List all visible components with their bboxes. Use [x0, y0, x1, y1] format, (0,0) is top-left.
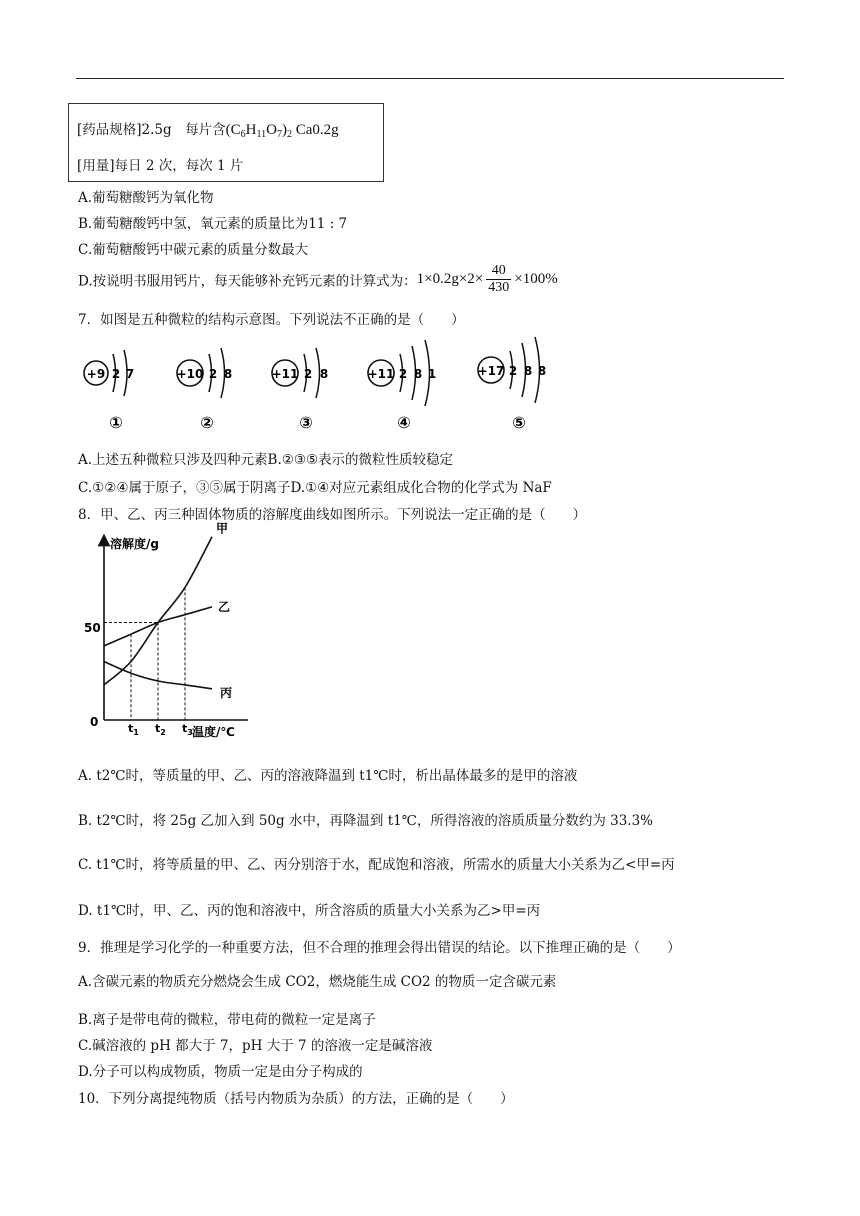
- particle-3-label: ③: [299, 413, 313, 432]
- particle-2-label: ②: [200, 413, 214, 432]
- chart-marks: [104, 522, 232, 737]
- series-label-1: 甲: [216, 521, 229, 536]
- q9-option-c: C.碱溶液的 pH 都大于 7，pH 大于 7 的溶液一定是碱溶液: [78, 1038, 433, 1054]
- particle-3-shell-2: 8: [319, 367, 329, 381]
- particle-3: [272, 348, 329, 432]
- particle-5-shell-2: 8: [523, 364, 533, 378]
- q6-option-c: C.葡萄糖酸钙中碳元素的质量分数最大: [78, 242, 309, 258]
- particle-1: [84, 350, 134, 432]
- particle-4-shell-1: 2: [398, 367, 408, 381]
- q8-option-c: C. t1℃时，将等质量的甲、乙、丙分别溶于水，配成饱和溶液，所需水的质量大小关系为乙<甲=丙: [78, 857, 675, 873]
- q6-fraction: [486, 263, 511, 296]
- particle-1-shell-2: 7: [125, 367, 135, 381]
- x-tick-label-3: $t_3$: [182, 722, 193, 737]
- particle-2-nucleus: +10: [176, 367, 204, 381]
- y-tick-label: 50: [84, 621, 101, 635]
- q7-stem: 7．如图是五种微粒的结构示意图。下列说法不正确的是（ ）: [78, 312, 465, 328]
- particle-1-label: ①: [109, 413, 123, 432]
- particle-5-label: ⑤: [512, 413, 526, 432]
- particle-2-shell-1: 2: [208, 367, 218, 381]
- spec-line-2: [用量]每日 2 次，每次 1 片: [77, 158, 244, 174]
- q6-formula-pre: 1×0.2g×2×: [416, 271, 484, 287]
- particle-5-nucleus: +17: [477, 364, 505, 378]
- q10-stem: 10．下列分离提纯物质（括号内物质为杂质）的方法，正确的是（ ）: [78, 1091, 514, 1107]
- spec-line-1: [77, 118, 339, 140]
- spec-label: [药品规格]2.5g 每片含: [77, 122, 226, 138]
- q9-option-a: A.含碳元素的物质充分燃烧会生成 CO2，燃烧能生成 CO2 的物质一定含碳元素: [78, 974, 557, 990]
- particle-4-label: ④: [397, 413, 411, 432]
- particle-4-shell-3: 1: [427, 367, 437, 381]
- q6-option-a: A.葡萄糖酸钙为氧化物: [78, 190, 214, 206]
- drug-spec-box: [68, 103, 384, 182]
- particle-5-shell-1: 2: [508, 364, 518, 378]
- particle-4-shell-2: 8: [413, 367, 423, 381]
- q8-stem: 8．甲、乙、丙三种固体物质的溶解度曲线如图所示。下列说法一定正确的是（ ）: [78, 507, 587, 523]
- x-tick-label-2: $t_2$: [155, 722, 166, 737]
- spec-formula: $(C_6H_{11}O_7)_2$ Ca0.2g: [225, 122, 339, 140]
- q8-option-d: D. t1℃时，甲、乙、丙的饱和溶液中，所含溶质的质量大小关系为乙>甲=丙: [78, 903, 541, 919]
- q6-formula-post: ×100%: [514, 271, 558, 287]
- series-label-2: 乙: [218, 599, 231, 614]
- q6-fraction-num: 40: [486, 263, 511, 280]
- q6-option-b: B.葡萄糖酸钙中氢，氧元素的质量比为11 : 7: [78, 216, 348, 232]
- q8-option-b: B. t2℃时，将 25g 乙加入到 50g 水中，再降温到 t1℃，所得溶液的溶质质量分数约为 33.3%: [78, 813, 654, 829]
- particle-4: [368, 340, 437, 432]
- q6-option-d-text: D.按说明书服用钙片，每天能够补充钙元素的计算式为：: [78, 273, 417, 290]
- particle-5: [478, 337, 547, 432]
- particle-1-nucleus: +9: [86, 367, 106, 381]
- series-label-3: 丙: [220, 685, 233, 700]
- x-tick-label-1: $t_1$: [128, 722, 139, 737]
- y-axis-label: 溶解度/g: [110, 537, 159, 551]
- particle-5-shell-3: 8: [537, 364, 547, 378]
- particle-3-shell-1: 2: [303, 367, 313, 381]
- q9-stem: 9．推理是学习化学的一种重要方法，但不合理的推理会得出错误的结论。以下推理正确的是（ ）: [78, 940, 681, 956]
- header-rule: [76, 78, 784, 79]
- q7-options-cd: C.①②④属于原子，③⑤属于阴离子D.①④对应元素组成化合物的化学式为 NaF: [78, 480, 552, 496]
- particle-4-nucleus: +11: [367, 367, 395, 381]
- particle-2: [177, 348, 233, 432]
- solubility-chart: [80, 521, 250, 745]
- particle-1-shell-1: 2: [111, 367, 121, 381]
- q7-options-ab: A.上述五种微粒只涉及四种元素B.②③⑤表示的微粒性质较稳定: [78, 452, 454, 468]
- q8-option-a: A. t2℃时，等质量的甲、乙、丙的溶液降温到 t1℃时，析出晶体最多的是甲的溶液: [78, 768, 578, 784]
- x-axis-label: 温度/℃: [192, 725, 235, 739]
- q9-option-b: B.离子是带电荷的微粒，带电荷的微粒一定是离子: [78, 1012, 376, 1028]
- atom-structure-diagrams: [76, 336, 576, 436]
- origin-label: 0: [90, 715, 99, 729]
- particle-3-nucleus: +11: [271, 367, 299, 381]
- q6-fraction-den: 430: [488, 280, 510, 295]
- particle-2-shell-2: 8: [223, 367, 233, 381]
- q6-option-d: [78, 263, 558, 296]
- q9-option-d: D.分子可以构成物质，物质一定是由分子构成的: [78, 1064, 363, 1080]
